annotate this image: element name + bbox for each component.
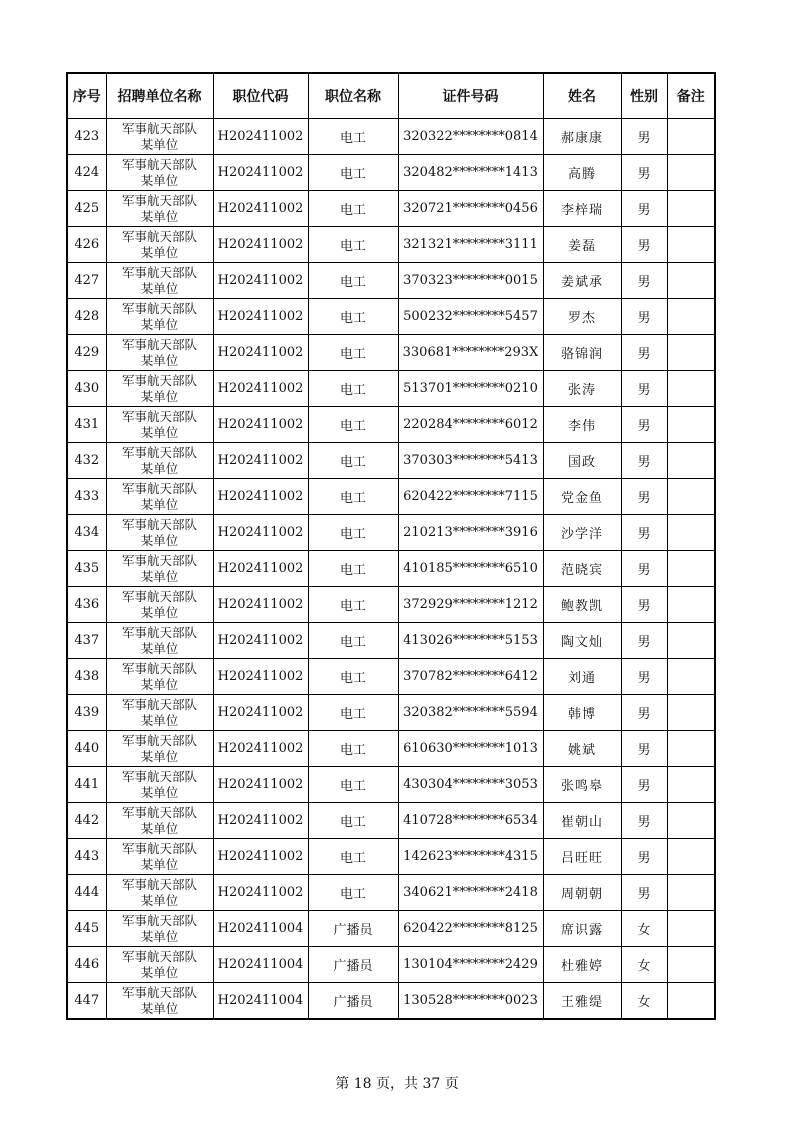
table-row <box>67 551 715 587</box>
cell-position-code: H202411004 <box>213 911 308 947</box>
cell-gender: 男 <box>621 191 667 227</box>
cell-name: 席识露 <box>543 911 621 947</box>
cell-name: 党金鱼 <box>543 479 621 515</box>
cell-remarks <box>667 227 715 263</box>
cell-position-code: H202411002 <box>213 155 308 191</box>
cell-gender: 女 <box>621 983 667 1020</box>
cell-unit: 军事航天部队 某单位 <box>106 479 213 515</box>
cell-position-code: H202411002 <box>213 623 308 659</box>
page-number: 第 18 页，共 37 页 <box>335 1076 459 1092</box>
cell-position-name: 电工 <box>308 443 398 479</box>
cell-position-code: H202411002 <box>213 839 308 875</box>
cell-position-code: H202411002 <box>213 119 308 155</box>
cell-position-name: 电工 <box>308 839 398 875</box>
cell-unit: 军事航天部队 某单位 <box>106 263 213 299</box>
table-row <box>67 371 715 407</box>
table-row <box>67 731 715 767</box>
cell-unit: 军事航天部队 某单位 <box>106 443 213 479</box>
cell-position-code: H202411002 <box>213 515 308 551</box>
header-position-code: 职位代码 <box>213 73 308 119</box>
cell-remarks <box>667 983 715 1020</box>
table-body <box>67 119 715 1020</box>
cell-id-number: 410728********6534 <box>398 803 543 839</box>
table-row <box>67 911 715 947</box>
cell-index: 435 <box>67 551 106 587</box>
cell-unit: 军事航天部队 某单位 <box>106 371 213 407</box>
cell-remarks <box>667 191 715 227</box>
cell-index: 428 <box>67 299 106 335</box>
cell-gender: 男 <box>621 515 667 551</box>
cell-id-number: 413026********5153 <box>398 623 543 659</box>
cell-name: 罗杰 <box>543 299 621 335</box>
cell-position-name: 电工 <box>308 767 398 803</box>
cell-gender: 男 <box>621 263 667 299</box>
cell-unit: 军事航天部队 某单位 <box>106 911 213 947</box>
cell-gender: 男 <box>621 155 667 191</box>
table-row <box>67 119 715 155</box>
cell-name: 杜雅婷 <box>543 947 621 983</box>
table-row <box>67 983 715 1020</box>
cell-gender: 男 <box>621 299 667 335</box>
cell-unit: 军事航天部队 某单位 <box>106 767 213 803</box>
cell-index: 423 <box>67 119 106 155</box>
cell-position-code: H202411004 <box>213 947 308 983</box>
cell-remarks <box>667 551 715 587</box>
cell-index: 425 <box>67 191 106 227</box>
cell-name: 刘通 <box>543 659 621 695</box>
cell-id-number: 320382********5594 <box>398 695 543 731</box>
cell-name: 高腾 <box>543 155 621 191</box>
cell-position-code: H202411002 <box>213 695 308 731</box>
table-row <box>67 299 715 335</box>
cell-position-name: 电工 <box>308 479 398 515</box>
cell-position-name: 电工 <box>308 731 398 767</box>
cell-position-code: H202411002 <box>213 371 308 407</box>
cell-position-code: H202411002 <box>213 551 308 587</box>
cell-position-code: H202411002 <box>213 659 308 695</box>
cell-name: 鲍教凯 <box>543 587 621 623</box>
cell-gender: 男 <box>621 551 667 587</box>
table-row <box>67 803 715 839</box>
cell-gender: 男 <box>621 623 667 659</box>
cell-position-name: 电工 <box>308 299 398 335</box>
cell-name: 周朝朝 <box>543 875 621 911</box>
table-row <box>67 623 715 659</box>
cell-remarks <box>667 875 715 911</box>
cell-unit: 军事航天部队 某单位 <box>106 515 213 551</box>
table-row <box>67 839 715 875</box>
cell-id-number: 220284********6012 <box>398 407 543 443</box>
cell-id-number: 370323********0015 <box>398 263 543 299</box>
cell-name: 韩博 <box>543 695 621 731</box>
cell-unit: 军事航天部队 某单位 <box>106 947 213 983</box>
cell-gender: 男 <box>621 119 667 155</box>
cell-position-name: 广播员 <box>308 983 398 1020</box>
header-remarks: 备注 <box>667 73 715 119</box>
table-row <box>67 443 715 479</box>
cell-remarks <box>667 803 715 839</box>
cell-gender: 男 <box>621 371 667 407</box>
cell-index: 430 <box>67 371 106 407</box>
cell-name: 姜斌承 <box>543 263 621 299</box>
cell-id-number: 610630********1013 <box>398 731 543 767</box>
cell-id-number: 372929********1212 <box>398 587 543 623</box>
cell-index: 442 <box>67 803 106 839</box>
cell-index: 445 <box>67 911 106 947</box>
cell-position-name: 电工 <box>308 191 398 227</box>
cell-gender: 男 <box>621 731 667 767</box>
table-row <box>67 587 715 623</box>
cell-remarks <box>667 299 715 335</box>
cell-id-number: 430304********3053 <box>398 767 543 803</box>
cell-index: 424 <box>67 155 106 191</box>
cell-name: 李梓瑞 <box>543 191 621 227</box>
cell-unit: 军事航天部队 某单位 <box>106 839 213 875</box>
cell-index: 439 <box>67 695 106 731</box>
cell-id-number: 370303********5413 <box>398 443 543 479</box>
cell-index: 437 <box>67 623 106 659</box>
table-row <box>67 767 715 803</box>
cell-name: 国政 <box>543 443 621 479</box>
cell-index: 443 <box>67 839 106 875</box>
cell-gender: 男 <box>621 479 667 515</box>
cell-unit: 军事航天部队 某单位 <box>106 803 213 839</box>
table-header-row <box>67 73 715 119</box>
cell-gender: 男 <box>621 227 667 263</box>
cell-index: 438 <box>67 659 106 695</box>
candidate-table <box>66 72 716 1020</box>
cell-position-name: 广播员 <box>308 947 398 983</box>
cell-remarks <box>667 839 715 875</box>
cell-position-code: H202411002 <box>213 875 308 911</box>
cell-position-name: 电工 <box>308 263 398 299</box>
cell-name: 李伟 <box>543 407 621 443</box>
cell-position-name: 电工 <box>308 335 398 371</box>
cell-unit: 军事航天部队 某单位 <box>106 731 213 767</box>
table-row <box>67 875 715 911</box>
cell-id-number: 330681********293X <box>398 335 543 371</box>
cell-unit: 军事航天部队 某单位 <box>106 407 213 443</box>
cell-gender: 男 <box>621 875 667 911</box>
cell-position-name: 电工 <box>308 803 398 839</box>
cell-gender: 男 <box>621 803 667 839</box>
cell-position-code: H202411002 <box>213 263 308 299</box>
cell-id-number: 130104********2429 <box>398 947 543 983</box>
cell-position-name: 电工 <box>308 407 398 443</box>
cell-position-code: H202411002 <box>213 227 308 263</box>
cell-position-name: 电工 <box>308 515 398 551</box>
cell-index: 447 <box>67 983 106 1020</box>
cell-name: 陶文灿 <box>543 623 621 659</box>
table-row <box>67 515 715 551</box>
cell-index: 427 <box>67 263 106 299</box>
cell-id-number: 320721********0456 <box>398 191 543 227</box>
cell-index: 446 <box>67 947 106 983</box>
cell-remarks <box>667 911 715 947</box>
cell-remarks <box>667 587 715 623</box>
cell-position-code: H202411002 <box>213 767 308 803</box>
cell-position-name: 电工 <box>308 119 398 155</box>
cell-unit: 军事航天部队 某单位 <box>106 299 213 335</box>
cell-gender: 男 <box>621 443 667 479</box>
cell-gender: 男 <box>621 659 667 695</box>
cell-unit: 军事航天部队 某单位 <box>106 191 213 227</box>
cell-id-number: 340621********2418 <box>398 875 543 911</box>
cell-remarks <box>667 731 715 767</box>
cell-position-name: 电工 <box>308 371 398 407</box>
cell-name: 张涛 <box>543 371 621 407</box>
cell-position-code: H202411002 <box>213 299 308 335</box>
cell-remarks <box>667 263 715 299</box>
cell-position-name: 电工 <box>308 155 398 191</box>
cell-unit: 军事航天部队 某单位 <box>106 551 213 587</box>
cell-gender: 女 <box>621 947 667 983</box>
cell-index: 436 <box>67 587 106 623</box>
cell-gender: 女 <box>621 911 667 947</box>
cell-position-name: 电工 <box>308 587 398 623</box>
cell-id-number: 620422********8125 <box>398 911 543 947</box>
cell-index: 433 <box>67 479 106 515</box>
cell-id-number: 210213********3916 <box>398 515 543 551</box>
cell-index: 434 <box>67 515 106 551</box>
cell-gender: 男 <box>621 839 667 875</box>
cell-index: 429 <box>67 335 106 371</box>
cell-position-name: 电工 <box>308 659 398 695</box>
cell-index: 431 <box>67 407 106 443</box>
cell-gender: 男 <box>621 767 667 803</box>
cell-position-code: H202411002 <box>213 407 308 443</box>
cell-remarks <box>667 515 715 551</box>
cell-position-name: 电工 <box>308 875 398 911</box>
cell-unit: 军事航天部队 某单位 <box>106 227 213 263</box>
cell-position-code: H202411002 <box>213 479 308 515</box>
table-row <box>67 407 715 443</box>
cell-remarks <box>667 623 715 659</box>
cell-position-code: H202411002 <box>213 191 308 227</box>
cell-name: 崔朝山 <box>543 803 621 839</box>
cell-id-number: 320482********1413 <box>398 155 543 191</box>
cell-remarks <box>667 407 715 443</box>
cell-remarks <box>667 155 715 191</box>
cell-id-number: 130528********0023 <box>398 983 543 1020</box>
table-row <box>67 947 715 983</box>
table-row <box>67 659 715 695</box>
cell-gender: 男 <box>621 695 667 731</box>
table-row <box>67 155 715 191</box>
cell-remarks <box>667 695 715 731</box>
table-row <box>67 263 715 299</box>
cell-position-code: H202411002 <box>213 803 308 839</box>
cell-position-code: H202411002 <box>213 443 308 479</box>
cell-id-number: 142623********4315 <box>398 839 543 875</box>
cell-remarks <box>667 659 715 695</box>
table-row <box>67 191 715 227</box>
cell-name: 沙学洋 <box>543 515 621 551</box>
cell-position-code: H202411004 <box>213 983 308 1020</box>
cell-gender: 男 <box>621 407 667 443</box>
cell-unit: 军事航天部队 某单位 <box>106 983 213 1020</box>
cell-remarks <box>667 371 715 407</box>
cell-index: 426 <box>67 227 106 263</box>
cell-position-code: H202411002 <box>213 335 308 371</box>
cell-unit: 军事航天部队 某单位 <box>106 587 213 623</box>
cell-id-number: 320322********0814 <box>398 119 543 155</box>
cell-position-name: 电工 <box>308 551 398 587</box>
cell-remarks <box>667 947 715 983</box>
cell-id-number: 370782********6412 <box>398 659 543 695</box>
cell-remarks <box>667 443 715 479</box>
header-id-number: 证件号码 <box>398 73 543 119</box>
cell-id-number: 620422********7115 <box>398 479 543 515</box>
cell-name: 王雅缇 <box>543 983 621 1020</box>
cell-gender: 男 <box>621 587 667 623</box>
cell-id-number: 410185********6510 <box>398 551 543 587</box>
table-row <box>67 695 715 731</box>
cell-remarks <box>667 335 715 371</box>
cell-unit: 军事航天部队 某单位 <box>106 695 213 731</box>
header-name: 姓名 <box>543 73 621 119</box>
table-row <box>67 335 715 371</box>
cell-index: 440 <box>67 731 106 767</box>
table-row <box>67 479 715 515</box>
cell-unit: 军事航天部队 某单位 <box>106 119 213 155</box>
cell-name: 郝康康 <box>543 119 621 155</box>
cell-unit: 军事航天部队 某单位 <box>106 155 213 191</box>
cell-unit: 军事航天部队 某单位 <box>106 335 213 371</box>
cell-name: 张鸣皋 <box>543 767 621 803</box>
cell-name: 姜磊 <box>543 227 621 263</box>
cell-unit: 军事航天部队 某单位 <box>106 623 213 659</box>
cell-position-name: 电工 <box>308 227 398 263</box>
cell-id-number: 321321********3111 <box>398 227 543 263</box>
cell-position-code: H202411002 <box>213 731 308 767</box>
cell-unit: 军事航天部队 某单位 <box>106 875 213 911</box>
header-unit: 招聘单位名称 <box>106 73 213 119</box>
cell-id-number: 500232********5457 <box>398 299 543 335</box>
cell-position-name: 电工 <box>308 695 398 731</box>
cell-name: 吕旺旺 <box>543 839 621 875</box>
cell-remarks <box>667 119 715 155</box>
cell-name: 骆锦润 <box>543 335 621 371</box>
cell-position-name: 广播员 <box>308 911 398 947</box>
header-position-name: 职位名称 <box>308 73 398 119</box>
header-index: 序号 <box>67 73 106 119</box>
cell-position-name: 电工 <box>308 623 398 659</box>
cell-index: 441 <box>67 767 106 803</box>
header-gender: 性别 <box>621 73 667 119</box>
cell-index: 432 <box>67 443 106 479</box>
table-row <box>67 227 715 263</box>
cell-id-number: 513701********0210 <box>398 371 543 407</box>
cell-name: 姚斌 <box>543 731 621 767</box>
cell-gender: 男 <box>621 335 667 371</box>
cell-unit: 军事航天部队 某单位 <box>106 659 213 695</box>
cell-position-code: H202411002 <box>213 587 308 623</box>
cell-name: 范晓宾 <box>543 551 621 587</box>
cell-remarks <box>667 767 715 803</box>
cell-index: 444 <box>67 875 106 911</box>
cell-remarks <box>667 479 715 515</box>
